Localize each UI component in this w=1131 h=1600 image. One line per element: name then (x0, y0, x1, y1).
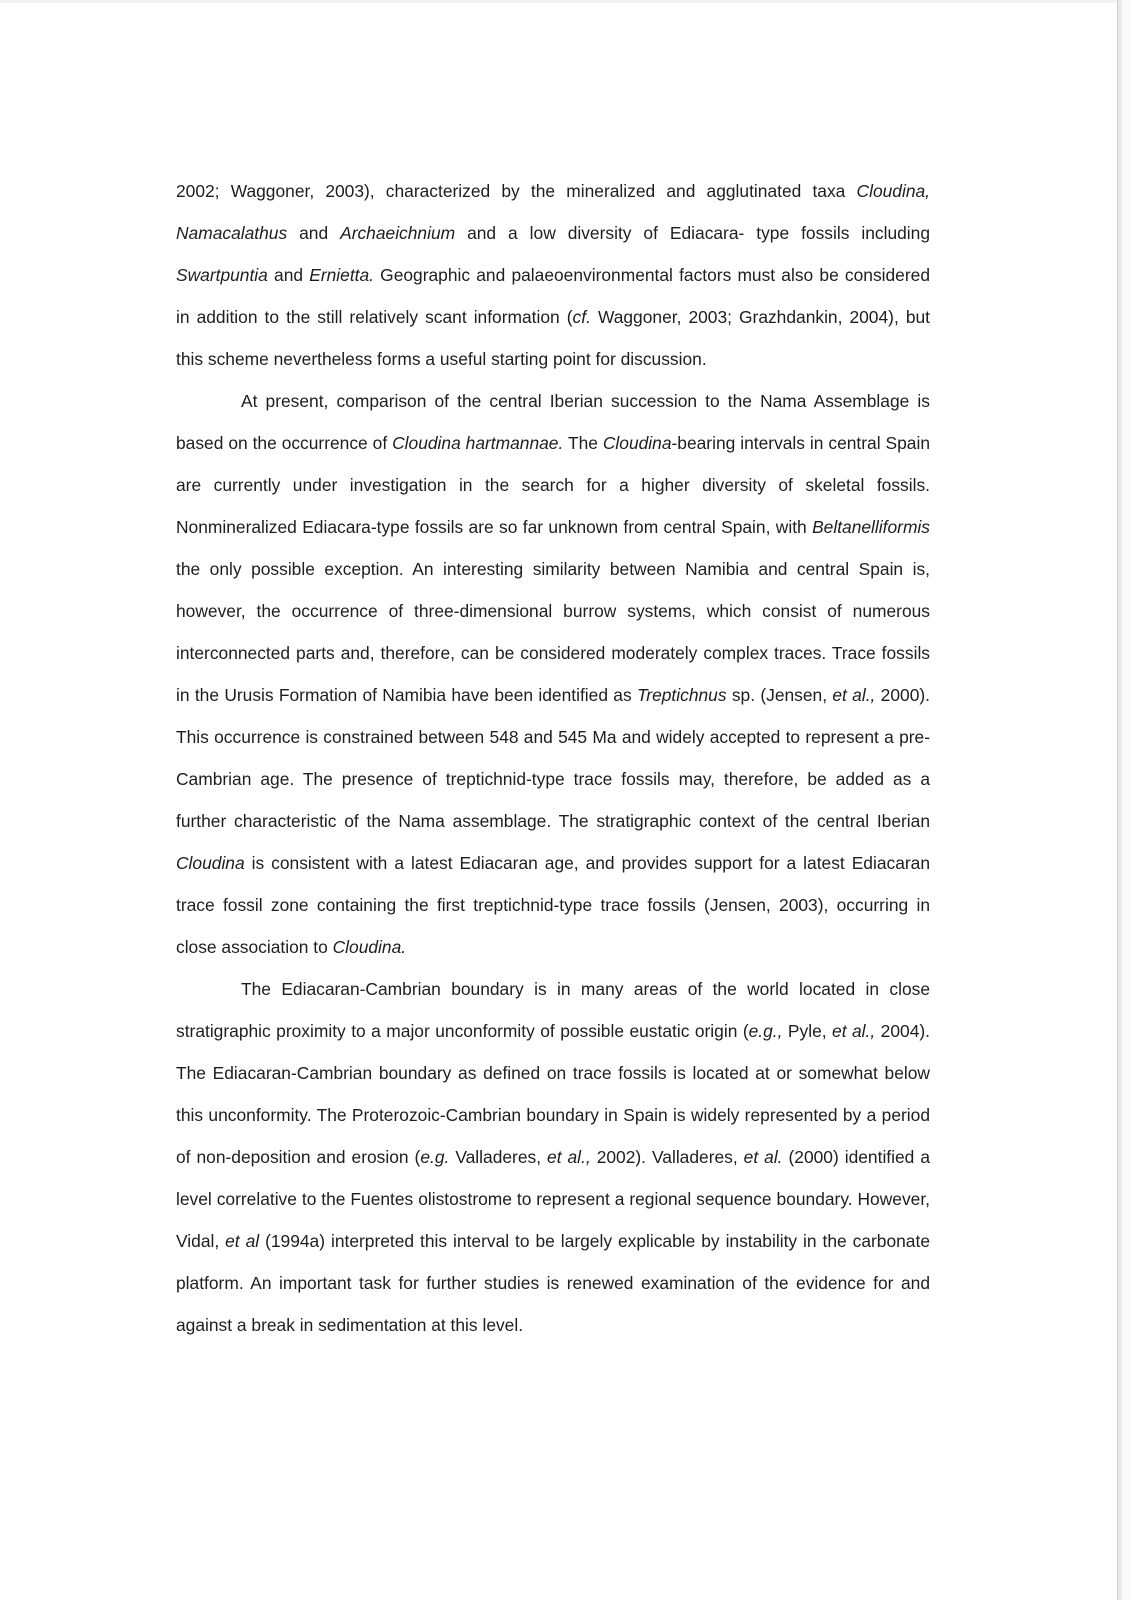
italic-text: et al., (547, 1147, 591, 1167)
italic-text: e.g., (748, 1021, 783, 1041)
right-scan-edge (1117, 0, 1131, 1600)
italic-text: Beltanelliformis (812, 517, 930, 537)
italic-text: et al., (832, 685, 876, 705)
top-scan-edge (0, 0, 1117, 3)
italic-text: Archaeichnium (340, 223, 456, 243)
italic-text: Treptichnus (636, 685, 727, 705)
paragraph-1 (176, 170, 930, 380)
text-run: (2000) identified a level correlative to the Fuentes olistostrome to represent a regional sequence boundary. However, Vidal, (176, 1147, 930, 1251)
paragraph-3 (176, 968, 930, 1346)
text-run: and (287, 223, 341, 243)
text-run: is consistent with a latest Ediacaran age, and provides support for a latest Ediacaran trace fossil zone containing the first treptichnid-type trace fossils (Jensen, 2003), occurring in close association to (176, 853, 930, 957)
text-run: 2000). This occurrence is constrained between 548 and 545 Ma and widely accepted to represent a pre-Cambrian age. The presence of treptichnid-type trace fossils may, therefore, be added as a further characteristic of the Nama assemblage. The stratigraphic context of the central Iberian (176, 685, 930, 831)
italic-text: cf. (572, 307, 591, 327)
italic-text: Cloudina hartmannae. (392, 433, 564, 453)
text-run: sp. (Jensen, (726, 685, 833, 705)
italic-text: e.g. (420, 1147, 450, 1167)
text-run: Valladeres, (449, 1147, 548, 1167)
text-run: At present, comparison of the central Iberian succession to the Nama Assemblage is based on the occurrence of (176, 391, 930, 453)
italic-text: Swartpuntia (176, 265, 268, 285)
italic-text: Ernietta. (309, 265, 374, 285)
italic-text: et al., (832, 1021, 876, 1041)
text-run: Geographic and palaeoenvironmental factors must also be considered in addition to the still relatively scant information ( (176, 265, 930, 327)
right-scan-edge-line (1117, 0, 1118, 1600)
italic-text: Cloudina (602, 433, 672, 453)
text-run: The (563, 433, 603, 453)
italic-text: Cloudina. (332, 937, 407, 957)
text-run: The Ediacaran-Cambrian boundary is in many areas of the world located in close stratigraphic proximity to a major unconformity of possible eustatic origin ( (176, 979, 930, 1041)
text-run: and a low diversity of Ediacara- type fossils including (455, 223, 930, 243)
text-run: 2004). The Ediacaran-Cambrian boundary as defined on trace fossils is located at or somewhat below this unconformity. The Proterozoic-Cambrian boundary in Spain is widely represented by a period of non-deposition and erosion ( (176, 1021, 930, 1167)
text-run: Pyle, (782, 1021, 833, 1041)
italic-text: Cloudina, (856, 181, 930, 201)
text-run: and (267, 265, 310, 285)
italic-text: Namacalathus (176, 223, 288, 243)
italic-text: Cloudina (176, 853, 245, 873)
text-run: the only possible exception. An interesting similarity between Namibia and central Spain is, however, the occurrence of three-dimensional burrow systems, which consist of numerous interconnected parts and, therefore, can be considered moderately complex traces. Trace fossils in the Urusis Formation of Namibia have been identified as (176, 559, 930, 705)
text-run: (1994a) interpreted this interval to be largely explicable by instability in the carbonate platform. An important task for further studies is renewed examination of the evidence for and against a break in sedimentation at this level. (176, 1231, 930, 1335)
italic-text: et al (225, 1231, 260, 1251)
italic-text: et al. (743, 1147, 783, 1167)
text-run: Waggoner, 2003; Grazhdankin, 2004), but this scheme nevertheless forms a useful starting point for discussion. (176, 307, 930, 369)
text-run: -bearing intervals in central Spain are currently under investigation in the search for a higher diversity of skeletal fossils. Nonmineralized Ediacara-type fossils are so far unknown from central Spain, with (176, 433, 930, 537)
text-run: 2002). Valladeres, (590, 1147, 744, 1167)
text-run: 2002; Waggoner, 2003), characterized by the mineralized and agglutinated taxa (176, 181, 857, 201)
paragraph-2 (176, 380, 930, 968)
body-text (176, 170, 930, 1346)
